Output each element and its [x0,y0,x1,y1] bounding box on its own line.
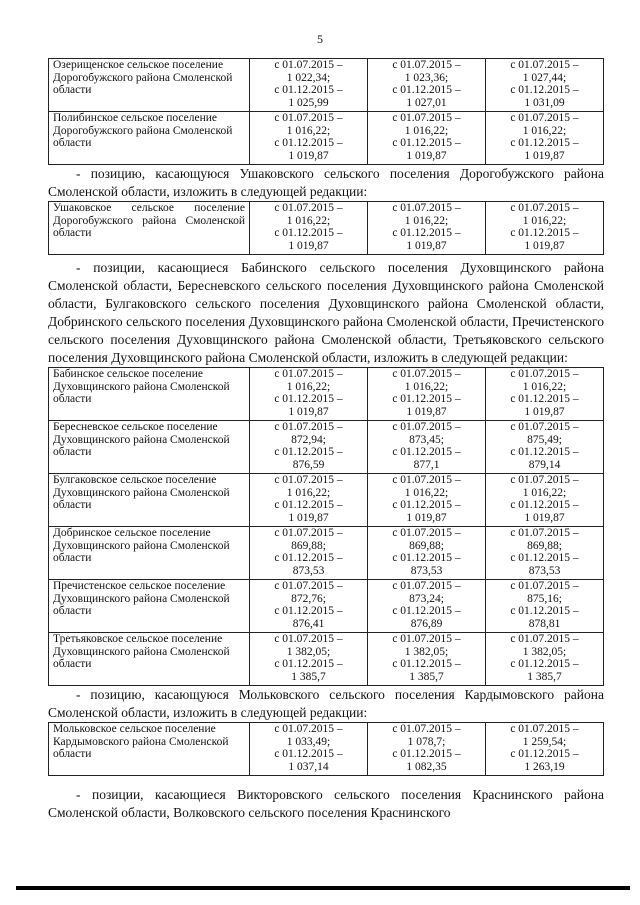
tariff-line: с 01.07.2015 – [510,474,579,486]
tariff-line: с 01.12.2015 – [392,552,461,564]
tariff-line: с 01.07.2015 – [392,112,461,124]
tariff-line: с 01.12.2015 – [392,84,461,96]
tariff-line: с 01.07.2015 – [274,527,343,539]
rates-table-3 [48,367,604,686]
tariff-line: 1 016,22; [404,486,449,499]
tariff-cell [368,580,486,633]
table-row [49,527,604,580]
tariff-line: 1 016,22; [286,214,331,227]
rates-table-4 [48,722,604,776]
tariff-line: 1 019,87 [406,239,447,252]
tariff-line: 1 023,36; [404,71,449,84]
table-row [49,202,604,255]
tariff-line: 1 019,87 [524,405,565,418]
tariff-line: 1 078,7; [407,735,446,748]
tariff-cell [368,112,486,165]
tariff-line: 1 019,87 [406,511,447,524]
tariff-cell [486,112,604,165]
tariff-line: 876,89 [410,617,443,630]
tariff-cell [368,633,486,686]
tariff-cell [368,59,486,112]
tariff-line: 1 019,87 [406,405,447,418]
tariff-line: с 01.07.2015 – [510,633,579,645]
tariff-line: 1 016,22; [286,380,331,393]
tariff-line: 1 027,44; [522,71,567,84]
page-number: 5 [317,32,323,46]
tariff-line: с 01.12.2015 – [274,84,343,96]
tariff-line: с 01.07.2015 – [392,59,461,71]
tariff-line: 876,41 [292,617,325,630]
tariff-line: с 01.07.2015 – [510,421,579,433]
tariff-line: с 01.12.2015 – [392,499,461,511]
tariff-line: с 01.12.2015 – [392,227,461,239]
tariff-line: с 01.12.2015 – [392,658,461,670]
tariff-line: с 01.12.2015 – [510,748,579,760]
tariff-line: с 01.12.2015 – [510,393,579,405]
tariff-line: с 01.07.2015 – [392,421,461,433]
tariff-line: 1 019,87 [288,511,329,524]
tariff-cell [250,723,368,776]
tariff-line: 878,81 [528,617,561,630]
tariff-cell [368,723,486,776]
tariff-line: 873,53 [292,564,325,577]
tariff-line: 869,88; [409,539,444,552]
tariff-cell [250,112,368,165]
tariff-line: с 01.12.2015 – [510,446,579,458]
tariff-line: с 01.07.2015 – [274,633,343,645]
tariff-line: 1 019,87 [288,405,329,418]
tariff-line: 1 022,34; [286,71,331,84]
tariff-cell [368,202,486,255]
tariff-line: с 01.07.2015 – [392,633,461,645]
tariff-line: с 01.12.2015 – [274,658,343,670]
tariff-line: 1 259,54; [522,735,567,748]
tariff-cell [250,527,368,580]
tariff-line: с 01.12.2015 – [274,446,343,458]
tariff-line: 869,88; [527,539,562,552]
tariff-line: 1 019,87 [288,239,329,252]
document-body [48,58,604,822]
tariff-line: с 01.07.2015 – [274,59,343,71]
tariff-line: 1 016,22; [522,124,567,137]
tariff-line: 1 016,22; [522,214,567,227]
tariff-line: 1 016,22; [286,124,331,137]
settlement-name: Мольковское сельское поселение Кардымовского района Смоленской области [49,723,250,776]
tariff-line: 1 382,05; [286,645,331,658]
table-row [49,59,604,112]
table-row [49,474,604,527]
tariff-line: с 01.12.2015 – [510,227,579,239]
tariff-line: с 01.07.2015 – [510,59,579,71]
tariff-cell [486,59,604,112]
tariff-line: 875,49; [527,433,562,446]
bottom-rule [16,886,630,890]
tariff-line: 1 016,22; [522,486,567,499]
paragraph-molkovskoe: - позицию, касающуюся Мольковского сельского поселения Кардымовского района Смоленской области, изложить в следующей редакции: [48,687,604,720]
tariff-line: 1 019,87 [524,149,565,162]
tariff-cell [368,421,486,474]
tariff-line: 873,24; [409,592,444,605]
tariff-line: 1 025,99 [288,96,329,109]
settlement-name: Полибинское сельское поселение Дорогобужского района Смоленской области [49,112,250,165]
tariff-line: с 01.07.2015 – [392,368,461,380]
tariff-line: 1 382,05; [404,645,449,658]
tariff-line: с 01.12.2015 – [392,393,461,405]
tariff-line: 1 016,22; [522,380,567,393]
table-row [49,112,604,165]
tariff-line: с 01.12.2015 – [510,658,579,670]
tariff-line: с 01.07.2015 – [392,723,461,735]
tariff-line: 876,59 [292,458,325,471]
tariff-line: с 01.07.2015 – [510,527,579,539]
tariff-line: 877,1 [413,458,440,471]
settlement-name: Булгаковское сельское поселение Духовщинского района Смоленской области [49,474,250,527]
tariff-line: с 01.12.2015 – [510,84,579,96]
tariff-line: 1 016,22; [404,124,449,137]
tariff-line: 1 019,87 [524,239,565,252]
settlement-name: Пречистенское сельское поселение Духовщинского района Смоленской области [49,580,250,633]
table-row [49,368,604,421]
tariff-line: 1 037,14 [288,760,329,773]
tariff-line: с 01.07.2015 – [510,202,579,214]
settlement-name: Ушаковское сельское поселение Дорогобужского района Смоленской области [49,202,250,255]
tariff-line: с 01.12.2015 – [274,137,343,149]
tariff-cell [368,474,486,527]
tariff-line: с 01.12.2015 – [510,499,579,511]
tariff-line: с 01.07.2015 – [274,112,343,124]
tariff-cell [486,202,604,255]
tariff-line: 1 019,87 [288,149,329,162]
table-row [49,421,604,474]
tariff-line: 1 385,7 [291,670,326,683]
tariff-cell [250,633,368,686]
tariff-line: с 01.12.2015 – [274,499,343,511]
paragraph-ushakovskoe: - позицию, касающуюся Ушаковского сельского поселения Дорогобужского района Смоленской области, изложить в следующей редакции: [48,166,604,199]
tariff-line: с 01.07.2015 – [274,723,343,735]
tariff-line: с 01.07.2015 – [274,421,343,433]
tariff-line: 879,14 [528,458,561,471]
tariff-line: с 01.12.2015 – [274,748,343,760]
tariff-line: с 01.07.2015 – [274,202,343,214]
tariff-line: с 01.07.2015 – [392,527,461,539]
tariff-line: с 01.12.2015 – [392,748,461,760]
tariff-line: 1 019,87 [406,149,447,162]
paragraph-dukhovshchinsky: - позиции, касающиеся Бабинского сельского поселения Духовщинского района Смоленской области, Бересневского сельского поселения Духовщинского района Смоленской области, Булгаковского сельского поселения Духовщинского района Смоленской области, Добринского сельского поселения Духовщинского района Смоленской области, Пречистенского сельского поселения Духовщинского района Смоленской области, Третьяковского сельского поселения Духовщинского района Смоленской области, изложить в следующей редакции: [48,260,604,365]
tariff-line: с 01.07.2015 – [510,723,579,735]
tariff-line: 1 033,49; [286,735,331,748]
tariff-line: с 01.07.2015 – [274,474,343,486]
tariff-cell [486,368,604,421]
tariff-line: 873,45; [409,433,444,446]
table-row [49,723,604,776]
tariff-line: 1 016,22; [286,486,331,499]
tariff-line: с 01.12.2015 – [510,552,579,564]
tariff-line: 873,53 [528,564,561,577]
tariff-line: с 01.12.2015 – [510,137,579,149]
tariff-line: 1 263,19 [524,760,565,773]
rates-table-2 [48,201,604,255]
tariff-cell [250,368,368,421]
tariff-line: с 01.07.2015 – [392,202,461,214]
tariff-cell [250,202,368,255]
table-row [49,633,604,686]
tariff-line: 1 016,22; [404,214,449,227]
tariff-cell [486,421,604,474]
settlement-name: Бересневское сельское поселение Духовщинского района Смоленской области [49,421,250,474]
tariff-line: 1 031,09 [524,96,565,109]
tariff-line: 869,88; [291,539,326,552]
tariff-cell [368,527,486,580]
settlement-name: Добринское сельское поселение Духовщинского района Смоленской области [49,527,250,580]
tariff-cell [486,474,604,527]
tariff-cell [486,527,604,580]
tariff-line: 873,53 [410,564,443,577]
tariff-line: с 01.07.2015 – [274,580,343,592]
tariff-line: 1 019,87 [524,511,565,524]
tariff-cell [368,368,486,421]
tariff-line: 872,94; [291,433,326,446]
tariff-cell [250,580,368,633]
rates-table-1 [48,58,604,165]
tariff-line: с 01.07.2015 – [510,580,579,592]
tariff-line: 1 382,05; [522,645,567,658]
tariff-line: с 01.12.2015 – [510,605,579,617]
settlement-name: Бабинское сельское поселение Духовщинского района Смоленской области [49,368,250,421]
tariff-line: с 01.07.2015 – [510,368,579,380]
tariff-line: с 01.12.2015 – [274,552,343,564]
tariff-line: с 01.12.2015 – [392,137,461,149]
table-row [49,580,604,633]
tariff-line: 872,76; [291,592,326,605]
tariff-cell [486,580,604,633]
tariff-line: с 01.07.2015 – [392,580,461,592]
tariff-line: с 01.12.2015 – [392,446,461,458]
tariff-line: с 01.07.2015 – [274,368,343,380]
tariff-line: 875,16; [527,592,562,605]
paragraph-krasninsky: - позиции, касающиеся Викторовского сельского поселения Краснинского района Смоленской области, Волковского сельского поселения Краснинского [48,787,604,820]
settlement-name: Озерищенское сельское поселение Дорогобужского района Смоленской области [49,59,250,112]
tariff-line: с 01.12.2015 – [274,393,343,405]
tariff-cell [250,421,368,474]
tariff-line: 1 016,22; [404,380,449,393]
tariff-line: с 01.07.2015 – [392,474,461,486]
tariff-line: с 01.12.2015 – [274,227,343,239]
tariff-line: с 01.12.2015 – [274,605,343,617]
tariff-line: с 01.07.2015 – [510,112,579,124]
tariff-cell [486,723,604,776]
tariff-line: 1 385,7 [409,670,444,683]
tariff-line: 1 082,35 [406,760,447,773]
settlement-name: Третьяковское сельское поселение Духовщинского района Смоленской области [49,633,250,686]
tariff-cell [250,59,368,112]
tariff-cell [486,633,604,686]
tariff-line: с 01.12.2015 – [392,605,461,617]
tariff-cell [250,474,368,527]
tariff-line: 1 027,01 [406,96,447,109]
tariff-line: 1 385,7 [527,670,562,683]
